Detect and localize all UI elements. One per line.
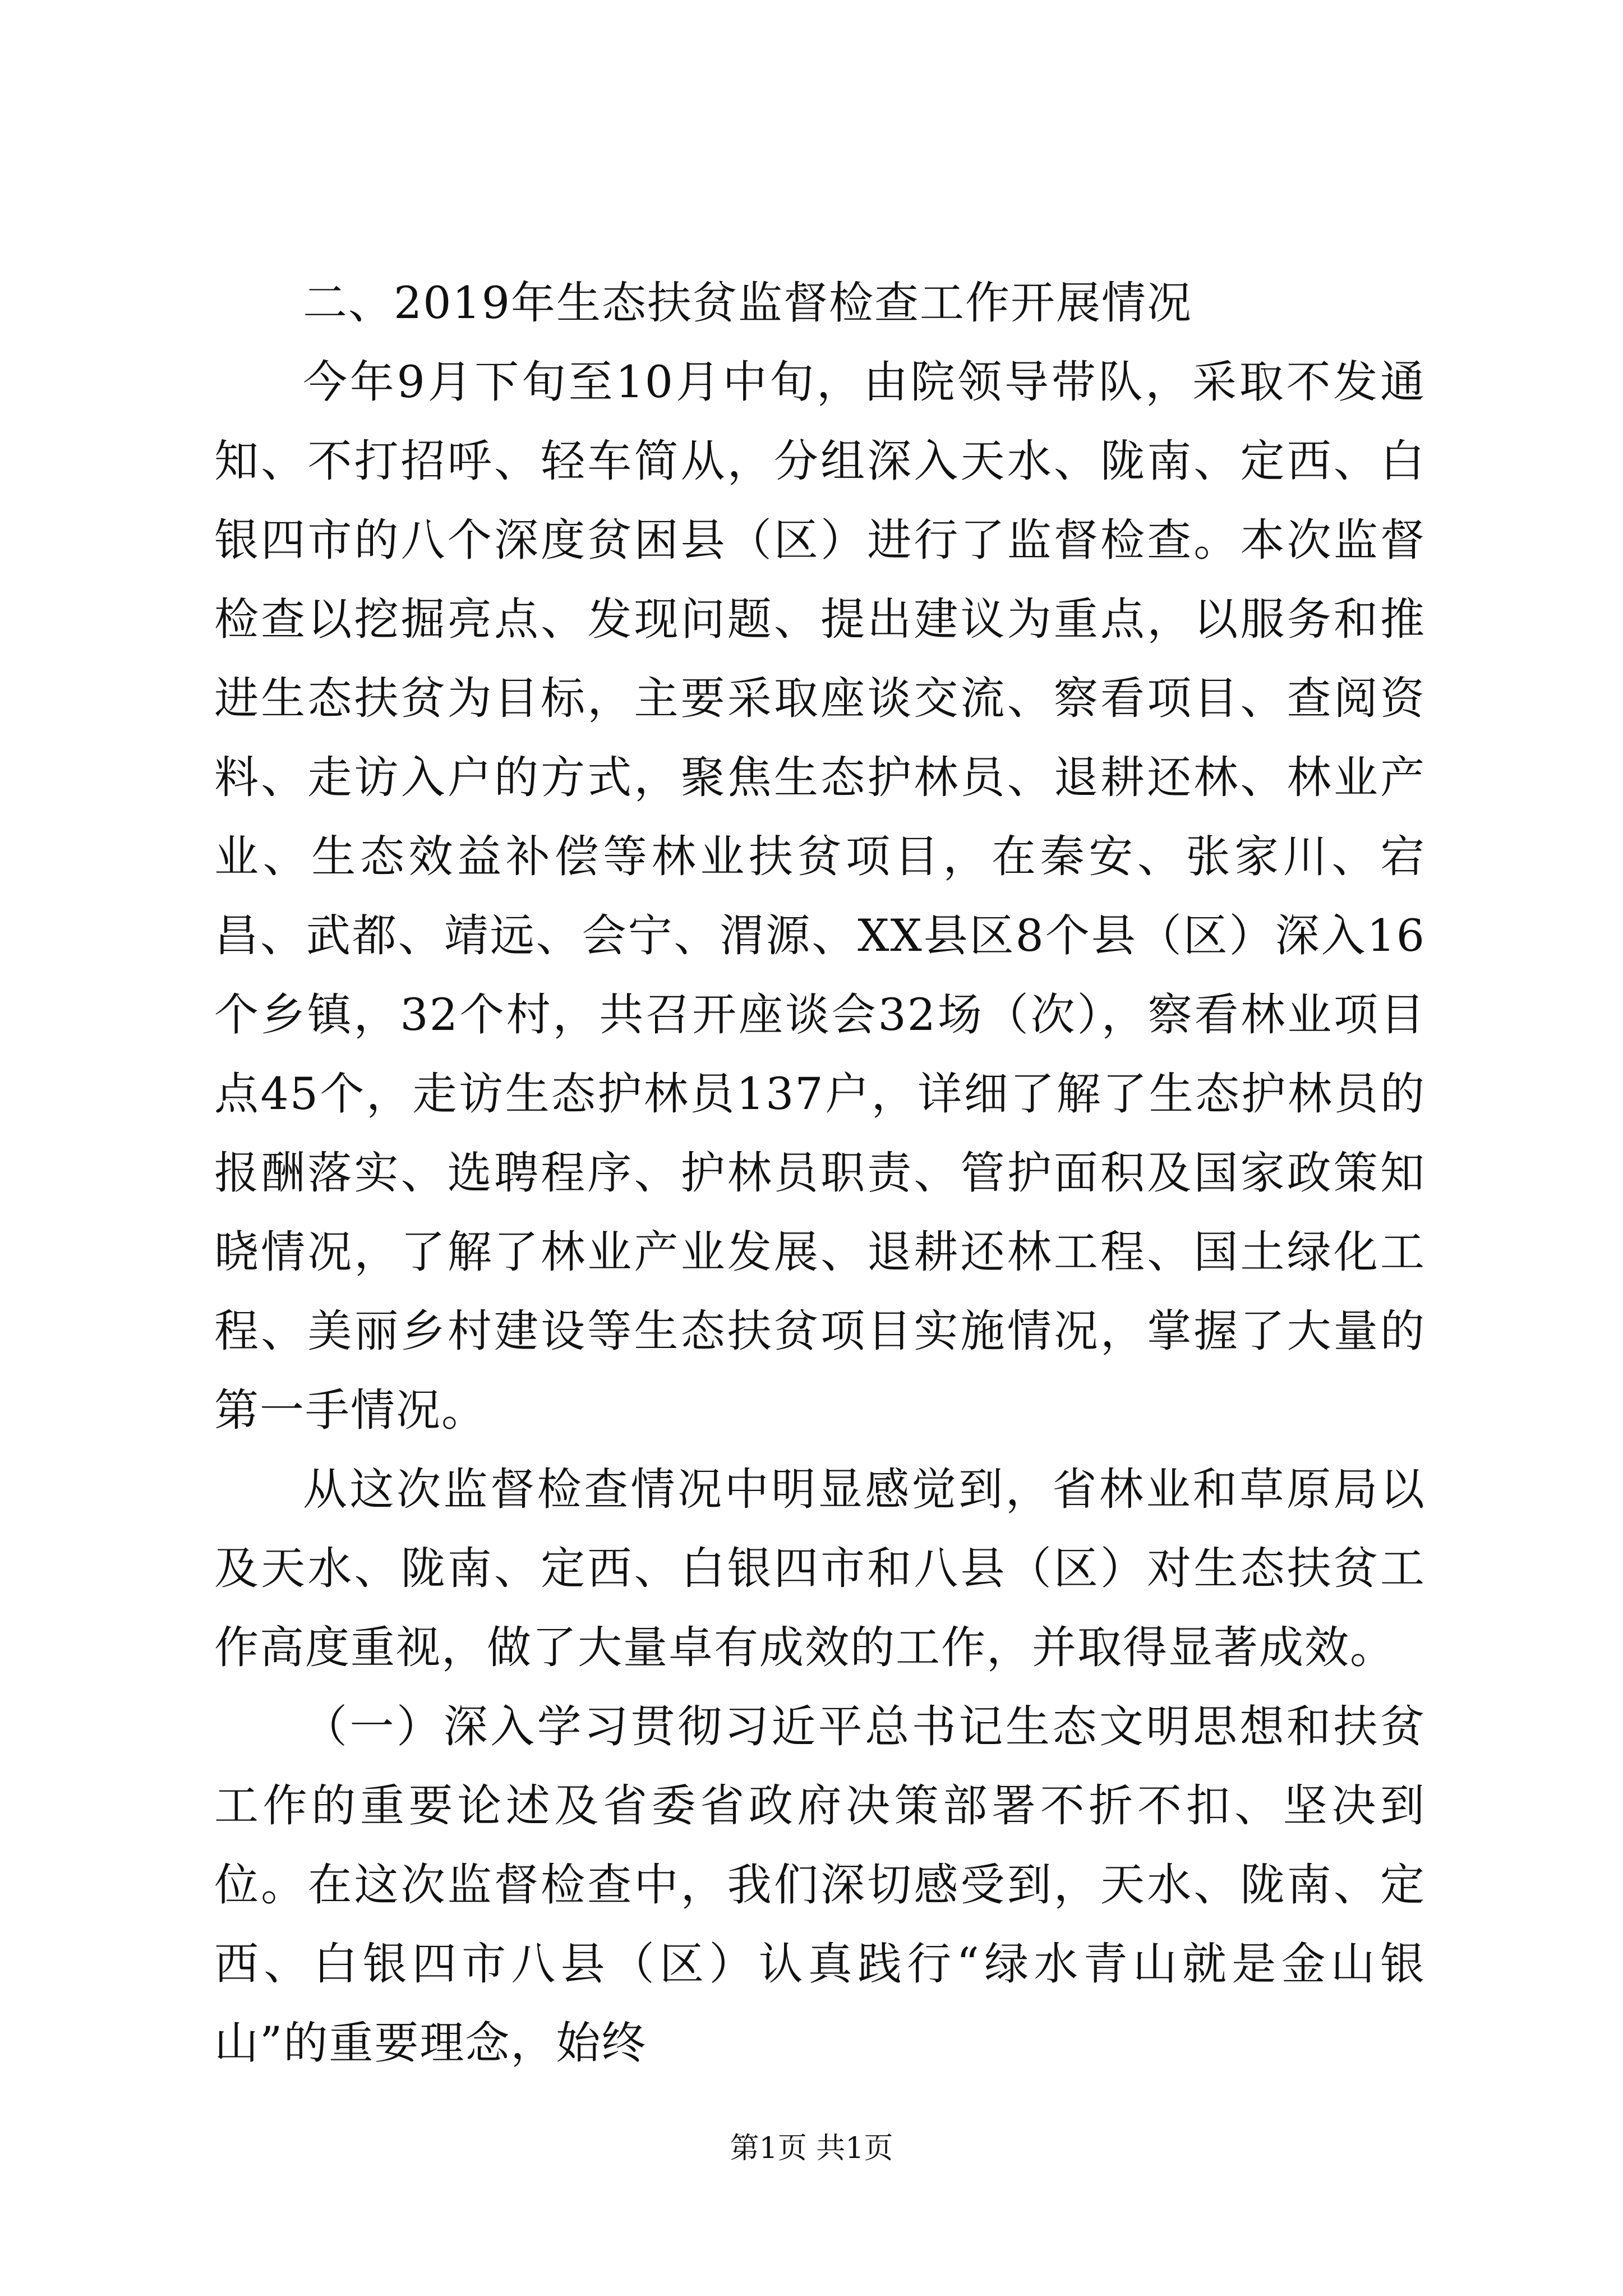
section-heading: 二、2019年生态扶贫监督检查工作开展情况: [303, 277, 1193, 329]
paragraph-3: （一）深入学习贯彻习近平总书记生态文明思想和扶贫工作的重要论述及省委省政府决策部署不折不扣、坚决到位。在这次监督检查中，我们深切感受到，天水、陇南、定西、白银四市八县（区）认真践行“绿水青山就是金山银山”的重要理念，始终: [214, 1701, 1426, 2069]
paragraph-2: 从这次监督检查情况中明显感觉到，省林业和草原局以及天水、陇南、定西、白银四市和八县（区）对生态扶贫工作高度重视，做了大量卓有成效的工作，并取得显著成效。: [214, 1464, 1426, 1673]
document-body: [214, 264, 1426, 2083]
page-footer: [0, 2132, 1623, 2165]
paragraph-1: 今年9月下旬至10月中旬，由院领导带队，采取不发通知、不打招呼、轻车简从，分组深入天水、陇南、定西、白银四市的八个深度贫困县（区）进行了监督检查。本次监督检查以挖掘亮点、发现问题、提出建议为重点，以服务和推进生态扶贫为目标，主要采取座谈交流、察看项目、查阅资料、走访入户的方式，聚焦生态护林员、退耕还林、林业产业、生态效益补偿等林业扶贫项目，在秦安、张家川、宕昌、武都、靖远、会宁、渭源、XX县区8个县（区）深入16个乡镇，32个村，共召开座谈会32场（次），察看林业项目点45个，走访生态护林员137户，详细了解了生态护林员的报酬落实、选聘程序、护林员职责、管护面积及国家政策知晓情况，了解了林业产业发展、退耕还林工程、国土绿化工程、美丽乡村建设等生态扶贫项目实施情况，掌握了大量的第一手情况。: [214, 356, 1426, 1436]
page-number: 第1页 共1页: [730, 2132, 893, 2165]
